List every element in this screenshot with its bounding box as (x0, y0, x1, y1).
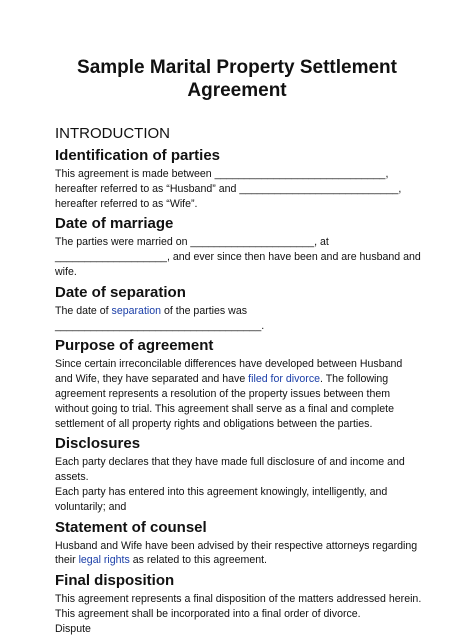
document-body (55, 125, 434, 637)
section-heading-purpose: Purpose of agreement (55, 337, 214, 355)
intro-heading: INTRODUCTION (55, 125, 170, 142)
legal-rights-link[interactable]: legal rights (78, 554, 130, 567)
section-text-disclosures (55, 455, 434, 514)
text-segment: their (55, 554, 79, 567)
text-segment: The date of (55, 304, 112, 317)
text-line: settlement of all property rights and obligations between the parties. (55, 417, 373, 430)
text-line: This agreement represents a final disposition of the matters addressed herein. (55, 593, 422, 606)
text-line: Husband and Wife have been advised by their respective attorneys regarding (55, 539, 418, 552)
section-text-purpose (55, 357, 434, 431)
text-line: wife. (55, 265, 77, 278)
section-text-date-of-separation (55, 304, 434, 334)
section-heading-identification: Identification of parties (55, 147, 221, 164)
text-line: Dispute (55, 622, 91, 635)
text-segment: and Wife, they have separated and have (55, 373, 249, 386)
section-text-final-disposition (55, 592, 434, 636)
text-line: without going to trial. This agreement shall serve as a final and complete (55, 402, 394, 415)
text-line: This agreement shall be incorporated into a final order of divorce. (55, 607, 361, 620)
text-line: assets. (55, 471, 89, 484)
text-line: ___________________________________. (55, 319, 265, 332)
text-line: voluntarily; and (55, 500, 127, 513)
section-text-date-of-marriage (55, 235, 434, 279)
text-line: ___________________, and ever since then have been and are husband and (55, 251, 421, 264)
text-line: hereafter referred to as “Husband” and ___________________________, (55, 182, 402, 195)
separation-link[interactable]: separation (111, 304, 162, 317)
title-line-2: Agreement (187, 80, 287, 101)
document-title (0, 56, 474, 102)
text-line: This agreement is made between _____________________________, (55, 168, 389, 180)
text-segment: of the parties was (161, 304, 248, 317)
text-line: Each party declares that they have made full disclosure of and income and (55, 456, 405, 469)
section-text-identification (55, 167, 434, 211)
text-line: Since certain irreconcilable differences have developed between Husband (55, 358, 403, 371)
section-heading-date-of-marriage: Date of marriage (55, 215, 174, 233)
section-heading-disclosures: Disclosures (55, 435, 141, 453)
section-heading-date-of-separation: Date of separation (55, 283, 186, 301)
text-segment: as related to this agreement. (129, 554, 268, 567)
section-heading-final-disposition: Final disposition (55, 572, 175, 590)
text-line: agreement represents a resolution of the property issues between them (55, 387, 391, 400)
text-segment: . The following (320, 373, 389, 386)
section-text-counsel (55, 539, 434, 569)
text-line: Each party has entered into this agreement knowingly, intelligently, and (55, 485, 388, 498)
filed-for-divorce-link[interactable]: filed for divorce (248, 373, 321, 386)
text-line: hereafter referred to as “Wife”. (55, 197, 198, 210)
text-line: The parties were married on _____________________, at (55, 236, 329, 249)
section-heading-counsel: Statement of counsel (55, 518, 207, 536)
title-line-1: Sample Marital Property Settlement (77, 57, 397, 78)
